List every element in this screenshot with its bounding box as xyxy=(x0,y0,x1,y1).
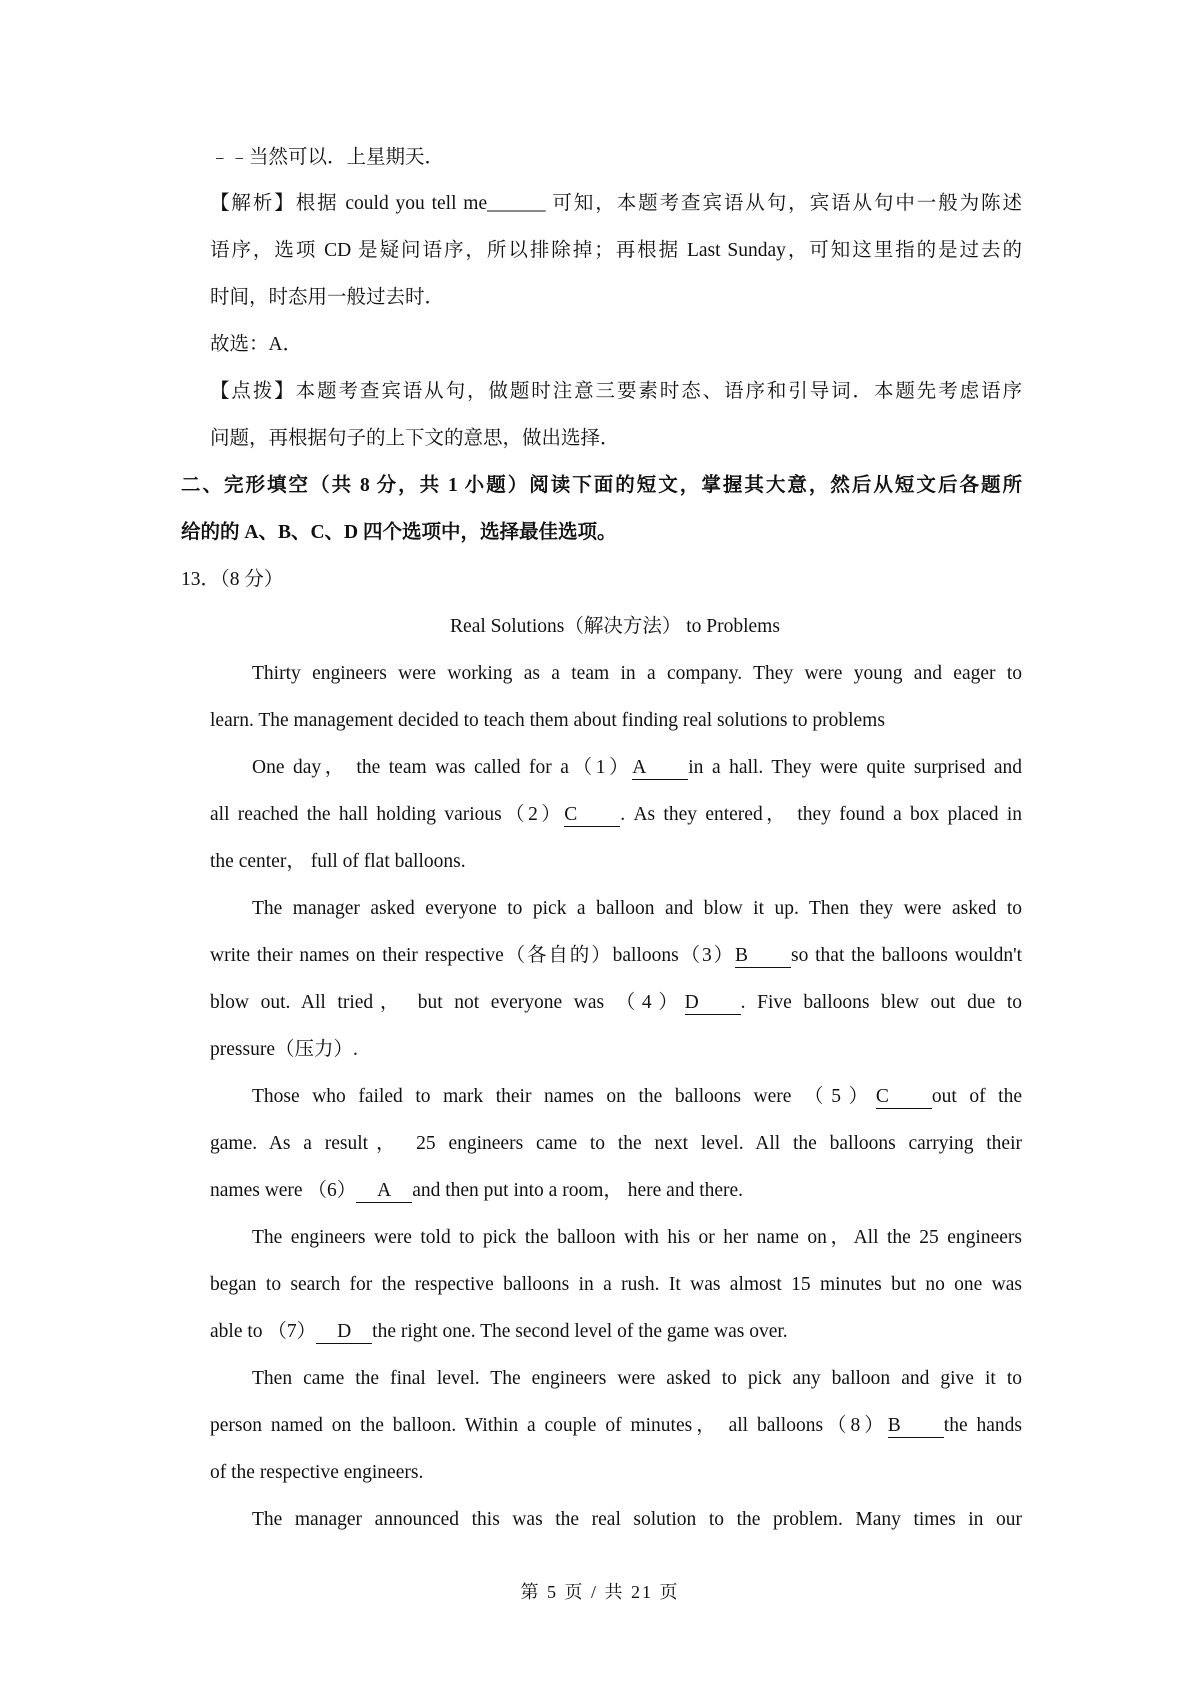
p6-l2-a: person named on the balloon. Within a couple of minutes， all balloons（8） xyxy=(210,1415,888,1436)
blank-3: B xyxy=(735,945,791,968)
question-number: 13．（8 分） xyxy=(181,569,284,590)
page-number-footer: 第 5 页 / 共 21 页 xyxy=(520,1582,680,1602)
blank-4: D xyxy=(685,992,741,1015)
section-heading-line-1: 二、完形填空（共 8 分，共 1 小题）阅读下面的短文，掌握其大意，然后从短文后各题所 xyxy=(181,475,1022,496)
p2-line-2 xyxy=(210,801,1022,829)
blank-1: A xyxy=(632,757,688,780)
p6-line-3: of the respective engineers. xyxy=(210,1462,424,1483)
answer-choice: 故选：A． xyxy=(210,334,303,355)
tip-line-2: 问题，再根据句子的上下文的意思，做出选择． xyxy=(210,428,620,449)
analysis-blank: ______ xyxy=(487,193,546,214)
p4-l1-a: Those who failed to mark their names on the balloons were （5） xyxy=(252,1086,876,1107)
p2-l2-a: all reached the hall holding various（2） xyxy=(210,804,565,825)
p2-l1-b: in a hall. They were quite surprised and xyxy=(688,757,1023,778)
p7-line-1: The manager announced this was the real solution to the problem. Many times in our xyxy=(252,1509,1022,1530)
p4-l3-b: and then put into a room， here and there. xyxy=(412,1180,744,1201)
analysis-line-3: 时间，时态用一般过去时． xyxy=(210,287,445,308)
passage-title: Real Solutions（解决方法） to Problems xyxy=(450,616,780,637)
analysis-prefix: 【解析】根据 could you tell me xyxy=(210,193,488,214)
p2-l1-a: One day， the team was called for a（1） xyxy=(252,757,633,778)
blank-7: D xyxy=(316,1321,372,1344)
p3-line-3 xyxy=(210,989,1022,1017)
p4-l3-a: names were （6） xyxy=(210,1180,357,1201)
p4-line-1 xyxy=(210,1083,1022,1111)
p3-l3-b: . Five balloons blew out due to xyxy=(740,992,1022,1013)
p4-line-3 xyxy=(210,1177,743,1205)
blank-5: C xyxy=(876,1086,932,1109)
p6-l2-b: the hands xyxy=(943,1415,1022,1436)
p4-l1-b: out of the xyxy=(931,1086,1023,1107)
p6-line-2 xyxy=(210,1412,1022,1440)
p3-line-2 xyxy=(210,942,1022,970)
p3-l2-a: write their names on their respective（各自的）balloons（3） xyxy=(210,945,736,966)
p3-line-4: pressure（压力）. xyxy=(210,1039,358,1060)
p5-l3-b: the right one. The second level of the game was over. xyxy=(372,1321,788,1342)
p3-l2-b: so that the balloons wouldn't xyxy=(791,945,1023,966)
p4-line-2: game. As a result， 25 engineers came to the next level. All the balloons carrying their xyxy=(210,1133,1022,1154)
p5-l3-a: able to （7） xyxy=(210,1321,317,1342)
p1-line-2: learn. The management decided to teach them about finding real solutions to problems xyxy=(210,710,885,731)
p5-line-2: began to search for the respective balloons in a rush. It was almost 15 minutes but no one was xyxy=(210,1274,1022,1295)
analysis-rest: 可知，本题考查宾语从句，宾语从句中一般为陈述 xyxy=(545,193,1022,214)
p2-line-1 xyxy=(210,754,1022,782)
answer-dialogue: ﹣﹣当然可以．上星期天． xyxy=(210,147,445,168)
p5-line-1: The engineers were told to pick the balloon with his or her name on，All the 25 engineers xyxy=(252,1227,1022,1248)
p2-l2-b: . As they entered， they found a box placed in xyxy=(620,804,1022,825)
blank-8: B xyxy=(888,1415,944,1438)
p3-l3-a: blow out. All tried， but not everyone was （4） xyxy=(210,992,685,1013)
p1-line-1: Thirty engineers were working as a team in a company. They were young and eager to xyxy=(252,663,1022,684)
blank-2: C xyxy=(564,804,620,827)
p5-line-3 xyxy=(210,1318,788,1346)
section-heading-line-2: 给的的 A、B、C、D 四个选项中，选择最佳选项。 xyxy=(181,522,617,543)
analysis-line-2: 语序，选项 CD 是疑问语序，所以排除掉；再根据 Last Sunday，可知这里指的是过去的 xyxy=(210,240,1022,261)
analysis-line-1 xyxy=(210,190,1022,218)
blank-6: A xyxy=(356,1180,412,1203)
p2-line-3: the center， full of flat balloons. xyxy=(210,851,466,872)
p3-line-1: The manager asked everyone to pick a balloon and blow it up. Then they were asked to xyxy=(252,898,1022,919)
p6-line-1: Then came the final level. The engineers were asked to pick any balloon and give it to xyxy=(252,1368,1022,1389)
tip-line-1: 【点拨】本题考查宾语从句，做题时注意三要素时态、语序和引导词．本题先考虑语序 xyxy=(210,381,1022,402)
